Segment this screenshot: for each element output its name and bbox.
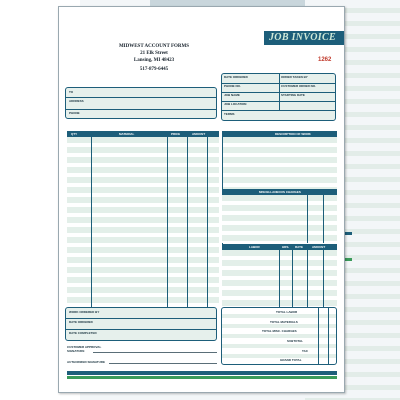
work-ordered-label: WORK ORDERED BY bbox=[69, 310, 100, 314]
misc-header-label: MISCELLANEOUS CHARGES bbox=[259, 190, 301, 194]
subtotal-label: SUBTOTAL bbox=[287, 339, 304, 343]
material-header: MATERIAL bbox=[119, 132, 135, 136]
tax-label: TAX bbox=[302, 349, 308, 353]
customer-box bbox=[65, 87, 217, 119]
amount-header: AMOUNT bbox=[192, 132, 206, 136]
column-divider bbox=[91, 137, 92, 307]
company-phone: 517-879-6445 bbox=[139, 67, 169, 72]
divider bbox=[222, 110, 335, 111]
column-divider bbox=[207, 137, 208, 307]
order-taken-label: ORDER TAKEN BY bbox=[281, 75, 308, 79]
to-label: TO bbox=[69, 90, 74, 94]
column-divider bbox=[292, 250, 293, 307]
hours-col-header: HRS. bbox=[282, 245, 290, 249]
company-street: 21 Elk Street bbox=[140, 51, 168, 56]
authorized-signature-label: AUTHORIZED SIGNATURE bbox=[67, 360, 105, 364]
divider bbox=[66, 97, 216, 98]
job-location-label: JOB LOCATION bbox=[224, 102, 247, 106]
footer-stripe-green bbox=[67, 376, 337, 379]
column-divider bbox=[279, 250, 280, 307]
work-rows bbox=[222, 137, 337, 189]
date-ordered-label: DATE ORDERED bbox=[224, 75, 248, 79]
job-info-box bbox=[221, 73, 336, 121]
address-label: ADDRESS bbox=[69, 99, 84, 103]
column-divider bbox=[328, 308, 329, 364]
total-materials-label: TOTAL MATERIALS bbox=[270, 320, 298, 324]
grand-total-label: GRAND TOTAL bbox=[280, 358, 302, 362]
column-divider bbox=[307, 250, 308, 307]
customer-order-label: CUSTOMER ORDER NO. bbox=[281, 84, 316, 88]
company-city: Lansing, MI 48423 bbox=[133, 58, 175, 63]
terms-label: TERMS bbox=[224, 112, 235, 116]
date-completed-label: DATE COMPLETED bbox=[69, 331, 97, 335]
column-divider bbox=[318, 308, 319, 364]
signoff-date-ordered-label: DATE ORDERED bbox=[69, 320, 93, 324]
labor-amount-header: AMOUNT bbox=[312, 245, 326, 249]
totals-box bbox=[221, 307, 337, 365]
total-labor-label: TOTAL LABOR bbox=[276, 310, 298, 314]
price-header: PRICE bbox=[171, 132, 181, 136]
signature-line bbox=[93, 352, 217, 353]
materials-rows bbox=[67, 137, 219, 307]
phone-label: PHONE bbox=[69, 111, 80, 115]
column-divider bbox=[323, 195, 324, 243]
signoff-box bbox=[65, 307, 217, 341]
phone-no-label: PHONE NO. bbox=[224, 84, 241, 88]
column-divider bbox=[187, 137, 188, 307]
signature-label: SIGNATURE bbox=[67, 349, 85, 353]
footer-stripe-blue bbox=[67, 371, 337, 375]
qty-header: QTY bbox=[71, 132, 78, 136]
divider bbox=[66, 329, 216, 330]
invoice-sheet bbox=[58, 6, 345, 393]
company-name: MIDWEST ACCOUNT FORMS bbox=[118, 44, 190, 49]
company-block bbox=[99, 43, 209, 73]
labor-col-header: LABOR bbox=[249, 245, 260, 249]
divider bbox=[66, 318, 216, 319]
column-divider bbox=[307, 195, 308, 243]
divider bbox=[66, 109, 216, 110]
invoice-number: 1262 bbox=[318, 57, 332, 63]
customer-approval-label: CUSTOMER APPROVAL bbox=[67, 345, 102, 349]
document-title: JOB INVOICE bbox=[269, 32, 336, 43]
rate-col-header: RATE bbox=[295, 245, 303, 249]
total-misc-label: TOTAL MISC. CHARGES bbox=[262, 329, 297, 333]
job-name-label: JOB NAME bbox=[224, 93, 240, 97]
column-divider bbox=[167, 137, 168, 307]
work-header-label: DESCRIPTION OF WORK bbox=[275, 132, 311, 136]
starting-date-label: STARTING DATE bbox=[281, 93, 305, 97]
column-divider bbox=[323, 250, 324, 307]
authorized-signature-line bbox=[109, 363, 217, 364]
misc-rows bbox=[222, 195, 337, 243]
